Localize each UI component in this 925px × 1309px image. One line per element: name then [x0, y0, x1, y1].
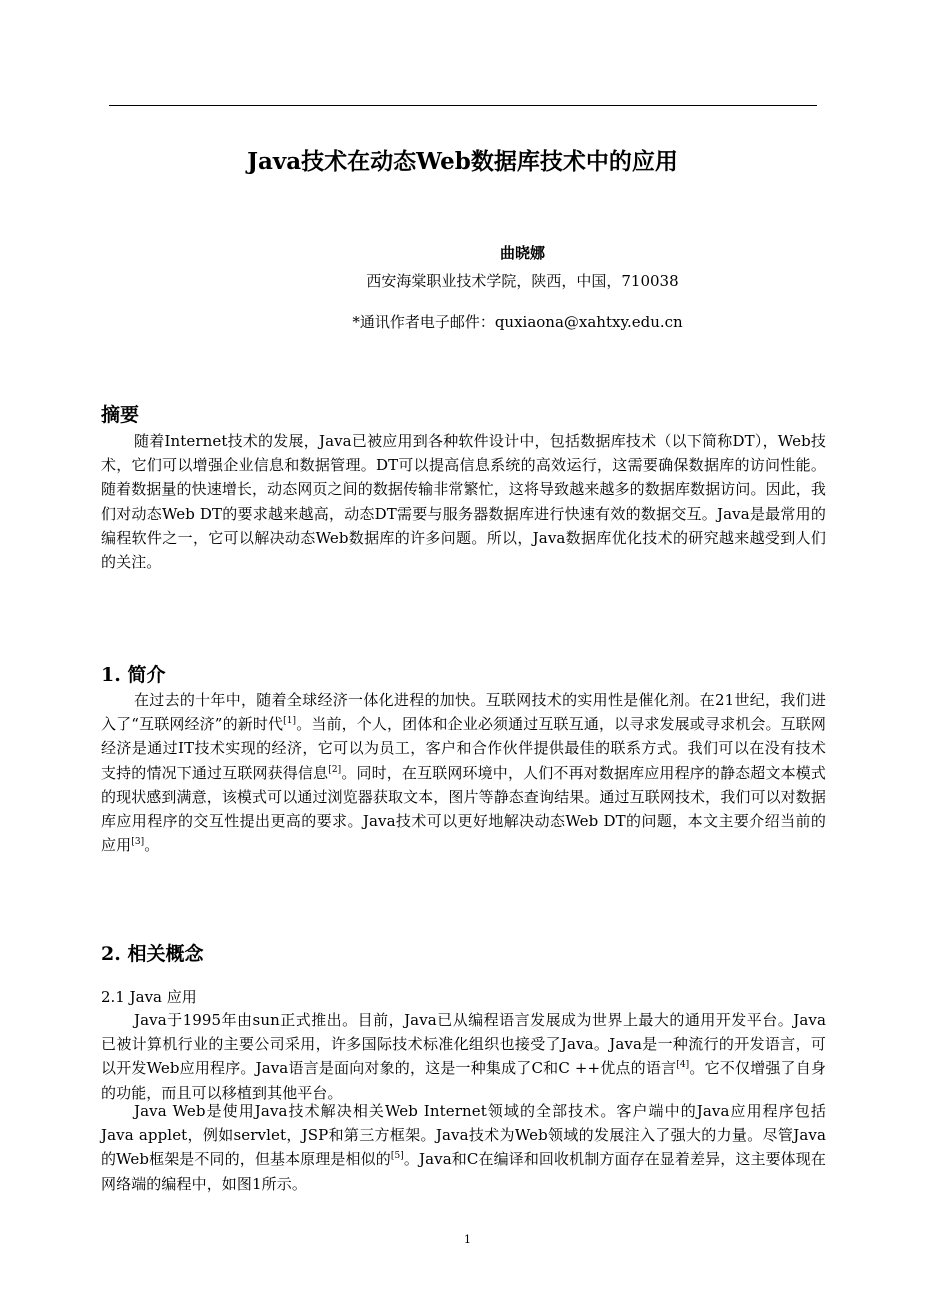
text-segment: Java于1995年由sun正式推出。目前，Java已从编程语言发展成为世界上最大的通用开发平台。Java已被计算机行业的主要公司采用，许多国际技术标准化组织也接受了Java。Java是一种流行的开发语言，可以开发Web应用程序。Java语言是面向对象的，这是一种集成了C和C ++优点的语言 [101, 1011, 826, 1078]
text-segment: 。Java和C在编译和回收机制方面存在显着差异，这主要体现在网络端的编程中，如图1所示。 [101, 1150, 826, 1193]
citation-ref-1: [1] [283, 716, 297, 727]
text-segment: Java Web是使用Java技术解决相关Web Internet领域的全部技术。客户端中的Java应用程序包括Java applet，例如servlet，JSP和第三方框架。Java技术为Web领域的发展注入了强大的力量。尽管Java的Web框架是不同的，但基本原理是相似的 [101, 1102, 826, 1169]
section-1-heading: 1. 简介 [101, 664, 166, 686]
citation-ref-3: [3] [131, 837, 145, 848]
section-2-heading: 2. 相关概念 [101, 943, 204, 965]
citation-ref-2: [2] [328, 764, 342, 775]
abstract-text: 随着Internet技术的发展，Java已被应用到各种软件设计中，包括数据库技术（以下简称DT），Web技术，它们可以增强企业信息和数据管理。DT可以提高信息系统的高效运行，这需要确保数据库的访问性能。随着数据量的快速增长，动态网页之间的数据传输非常繁忙，这将导致越来越多的数据库数据访问。因此，我们对动态Web DT的要求越来越高，动态DT需要与服务器数据库进行快速有效的数据交互。Java是最常用的编程软件之一，它可以解决动态Web数据库的许多问题。所以，Java数据库优化技术的研究越来越受到人们的关注。 [101, 432, 826, 572]
citation-ref-4: [4] [676, 1060, 690, 1071]
author-affiliation: 西安海棠职业技术学院，陕西，中国，710038 [366, 272, 679, 290]
text-segment: 。同时，在互联网环境中，人们不再对数据库应用程序的静态超文本模式的现状感到满意，该模式可以通过浏览器获取文本，图片等静态查询结果。通过互联网技术，我们可以对数据库应用程序的交互性提出更高的要求。Java技术可以更好地解决动态Web DT的问题，本文主要介绍当前的应用 [101, 763, 826, 855]
text-segment: 。 [144, 836, 160, 855]
section-1-paragraph [101, 688, 826, 857]
text-segment: 。它不仅增强了自身的功能，而且可以移植到其他平台。 [101, 1059, 827, 1102]
author-name: 曲晓娜 [499, 244, 545, 262]
section-2-paragraph-2 [101, 1099, 826, 1196]
citation-ref-5: [5] [390, 1151, 404, 1162]
text-segment: 在过去的十年中，随着全球经济一体化进程的加快。互联网技术的实用性是催化剂。在21世纪，我们进入了“互联网经济”的新时代 [101, 691, 826, 734]
subsection-2-1-heading: 2.1 Java 应用 [101, 988, 197, 1006]
paper-title: Java技术在动态Web数据库技术中的应用 [247, 148, 678, 175]
text-segment: 。当前，个人，团体和企业必须通过互联互通，以寻求发展或寻求机会。互联网经济是通过IT技术实现的经济，它可以为员工，客户和合作伙伴提供最佳的联系方式。我们可以在没有技术支持的情况下通过互联网获得信息 [101, 715, 826, 782]
header-rule [109, 105, 817, 106]
page-number: 1 [464, 1233, 471, 1246]
abstract-heading: 摘要 [101, 404, 140, 426]
corresponding-email: *通讯作者电子邮件：quxiaona@xahtxy.edu.cn [352, 313, 683, 331]
section-2-paragraph-1 [101, 1008, 826, 1105]
